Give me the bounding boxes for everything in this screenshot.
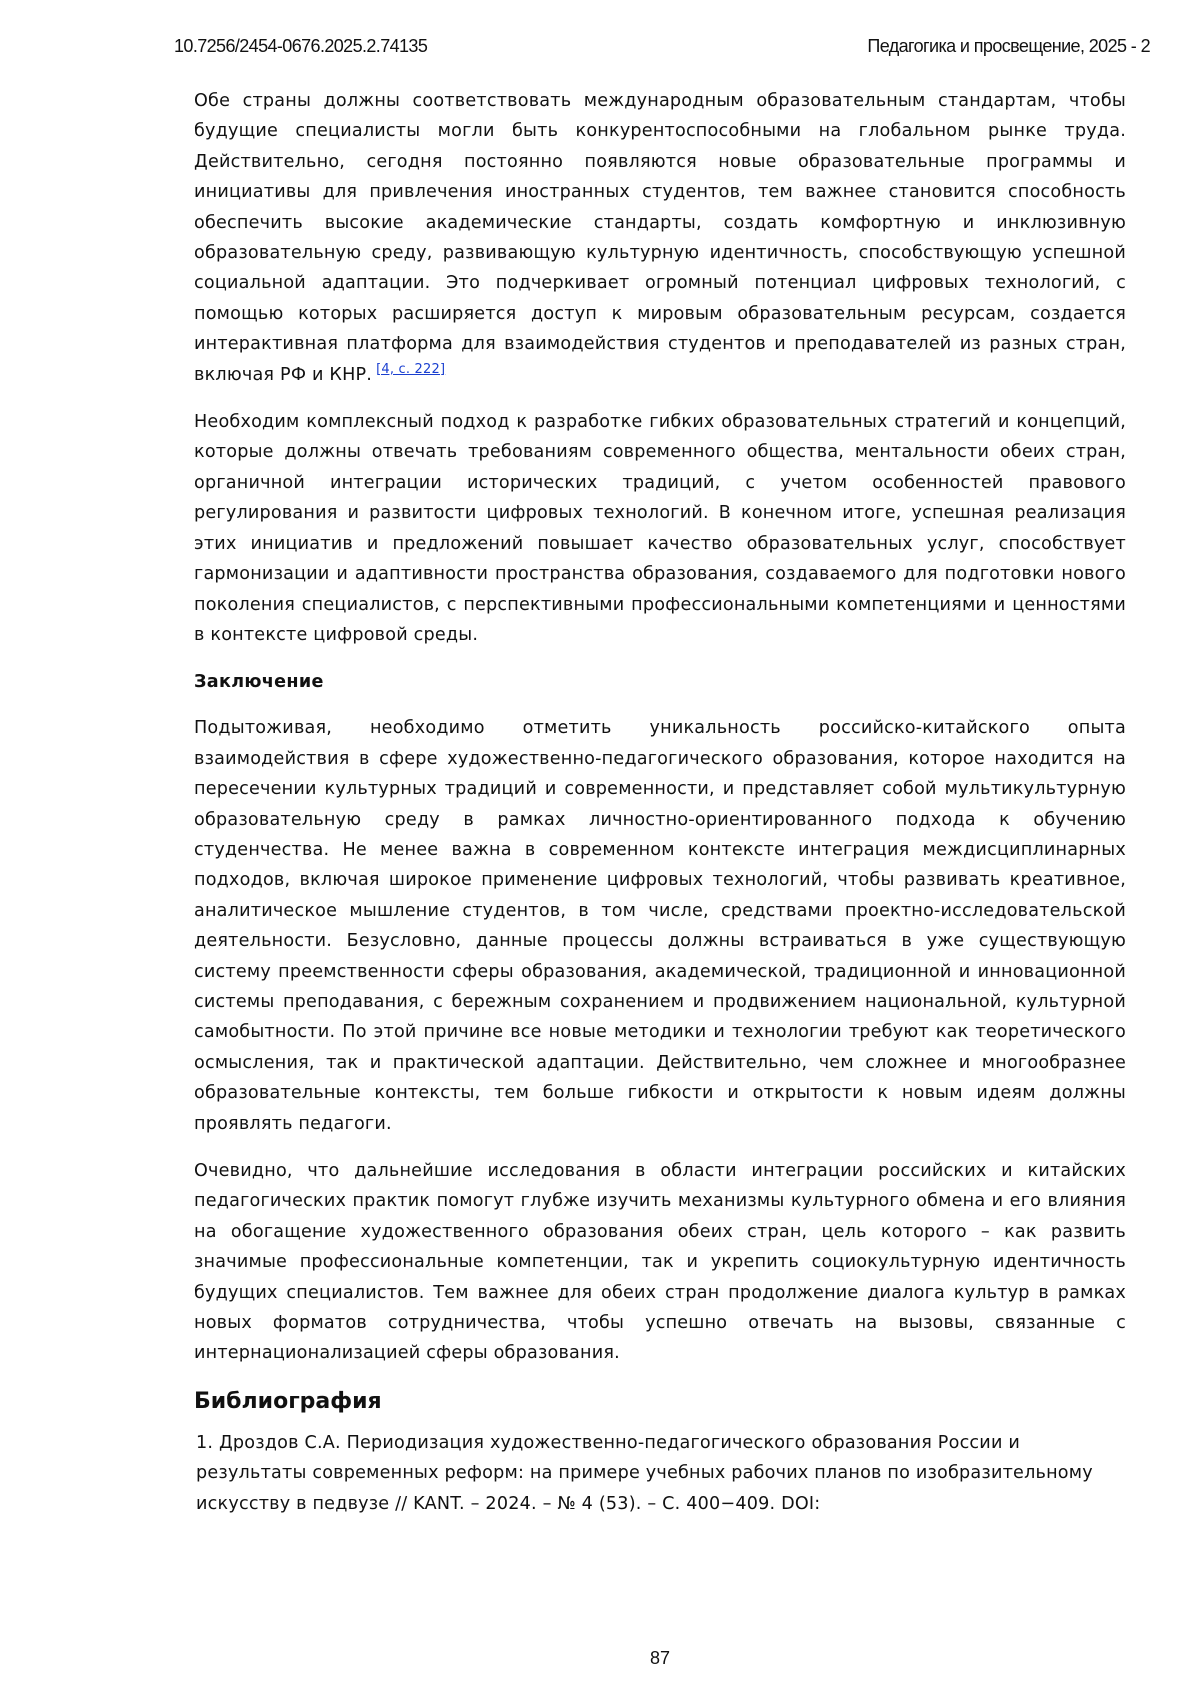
- page-number: 87: [0, 1648, 1200, 1669]
- article-body: [194, 86, 1126, 1519]
- bibliography-heading: Библиография: [194, 1386, 1126, 1418]
- body-paragraph: Подытоживая, необходимо отметить уникальность российско-китайского опыта взаимодействия в сфере художественно-педагогического образования, которое находится на пересечении культурных традиций и современности, и представляет собой мультикультурную образовательную среду в рамках личностно-ориентированного подхода к обучению студенчества. Не менее важна в современном контексте интеграция междисциплинарных подходов, включая широкое применение цифровых технологий, чтобы развивать креативное, аналитическое мышление студентов, в том числе, средствами проектно-исследовательской деятельности. Безусловно, данные процессы должны встраиваться в уже существующую систему преемственности сферы образования, академической, традиционной и инновационной системы преподавания, с бережным сохранением и продвижением национальной, культурной самобытности. По этой причине все новые методики и технологии требуют как теоретического осмысления, так и практической адаптации. Действительно, чем сложнее и многообразнее образовательные контексты, тем больше гибкости и открытости к новым идеям должны проявлять педагоги.: [194, 713, 1126, 1139]
- body-paragraph: [194, 86, 1126, 390]
- body-paragraph: Необходим комплексный подход к разработке гибких образовательных стратегий и концепций, которые должны отвечать требованиям современного общества, ментальности обеих стран, органичной интеграции исторических традиций, с учетом особенностей правового регулирования и развитости цифровых технологий. В конечном итоге, успешная реализация этих инициатив и предложений повышает качество образовательных услуг, способствует гармонизации и адаптивности пространства образования, создаваемого для подготовки нового поколения специалистов, с перспективными профессиональными компетенциями и ценностями в контексте цифровой среды.: [194, 407, 1126, 650]
- journal-issue-label: Педагогика и просвещение, 2025 - 2: [867, 36, 1150, 57]
- conclusion-heading: Заключение: [194, 667, 1126, 697]
- paragraph-text: Обе страны должны соответствовать международным образовательным стандартам, чтобы будущие специалисты могли быть конкурентоспособными на глобальном рынке труда. Действительно, сегодня постоянно появляются новые образовательные программы и инициативы для привлечения иностранных студентов, тем важнее становится способность обеспечить высокие академические стандарты, создать комфортную и инклюзивную образовательную среду, развивающую культурную идентичность, способствующую успешной социальной адаптации. Это подчеркивает огромный потенциал цифровых технологий, с помощью которых расширяется доступ к мировым образовательным ресурсам, создается интерактивная платформа для взаимодействия студентов и преподавателей из разных стран, включая РФ и КНР.: [194, 91, 1126, 385]
- citation-link[interactable]: [4, с. 222]: [376, 362, 445, 377]
- bibliography-item: 1. Дроздов С.А. Периодизация художественно-педагогического образования России и результаты современных реформ: на примере учебных рабочих планов по изобразительному искусству в педвузе // KANT. – 2024. – № 4 (53). – С. 400−409. DOI:: [194, 1428, 1126, 1519]
- doi-label: 10.7256/2454-0676.2025.2.74135: [174, 36, 427, 57]
- running-header: [174, 36, 1150, 60]
- body-paragraph: Очевидно, что дальнейшие исследования в области интеграции российских и китайских педагогических практик помогут глубже изучить механизмы культурного обмена и его влияния на обогащение художественного образования обеих стран, цель которого – как развить значимые профессиональные компетенции, так и укрепить социокультурную идентичность будущих специалистов. Тем важнее для обеих стран продолжение диалога культур в рамках новых форматов сотрудничества, чтобы успешно отвечать на вызовы, связанные с интернационализацией сферы образования.: [194, 1156, 1126, 1369]
- bibliography-list: [194, 1428, 1126, 1519]
